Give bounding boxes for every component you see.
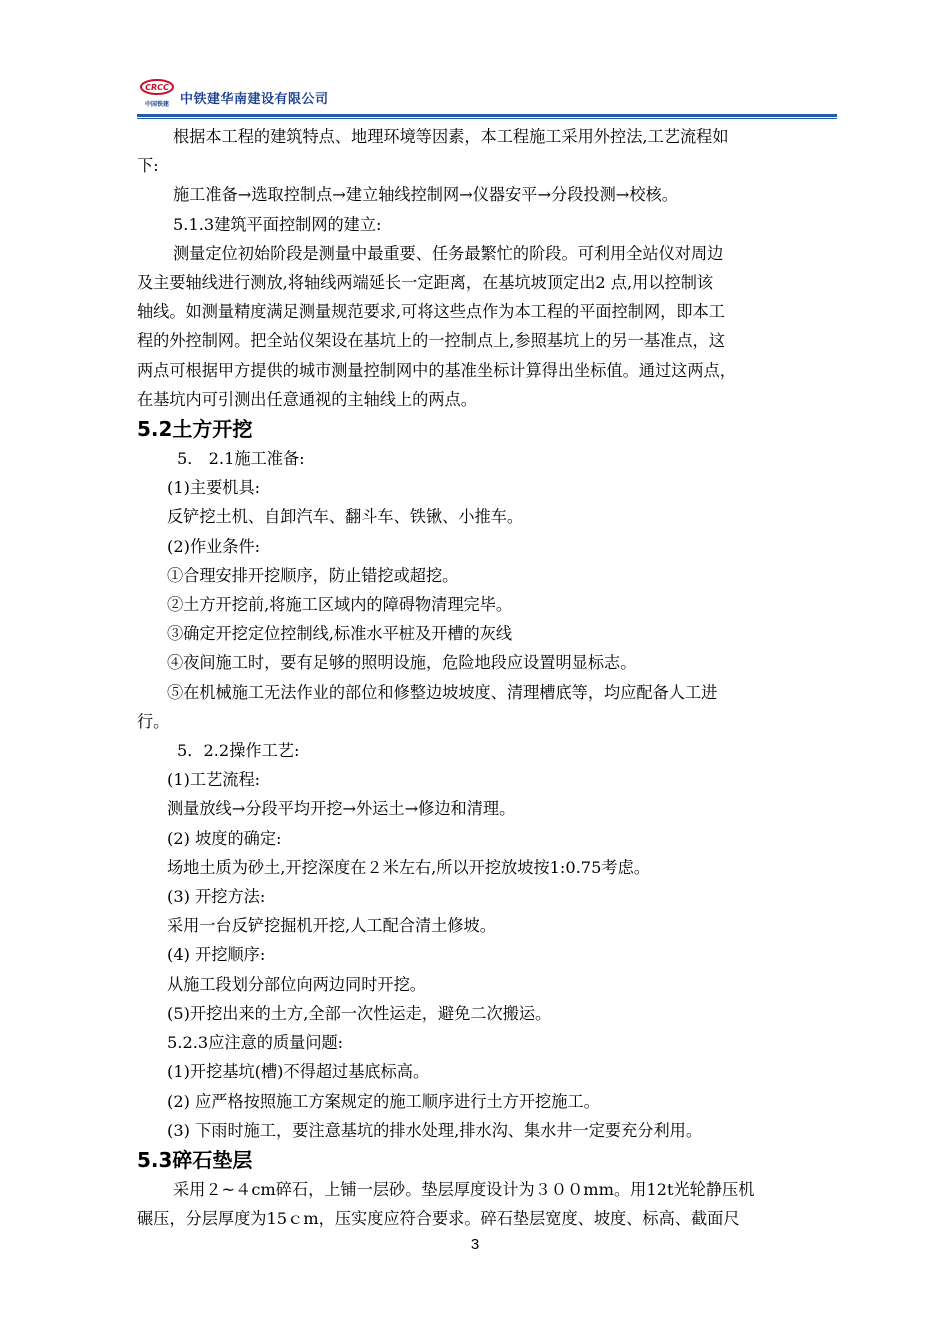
paragraph: 程的外控制网。把全站仪架设在基坑上的一控制点上,参照基坑上的另一基准点，这 (137, 331, 725, 351)
list-item: (2) 坡度的确定: (167, 828, 282, 848)
list-item: ①合理安排开挖顺序，防止错挖或超挖。 (167, 565, 459, 585)
subsection-heading: 5.1.3建筑平面控制网的建立: (173, 214, 382, 234)
list-item: ②土方开挖前,将施工区域内的障碍物清理完毕。 (167, 595, 513, 615)
logo-text-bottom: 中国铁建 (144, 101, 170, 108)
paragraph: 施工准备→选取控制点→建立轴线控制网→仪器安平→分段投测→校核。 (173, 185, 678, 205)
page-header (137, 78, 837, 114)
paragraph: 碾压，分层厚度为15ｃm，压实度应符合要求。碎石垫层宽度、坡度、标高、截面尺 (137, 1209, 740, 1229)
document-body (137, 122, 837, 1233)
list-item: (3) 开挖方法: (167, 887, 266, 907)
paragraph: 在基坑内可引测出任意通视的主轴线上的两点。 (137, 389, 477, 409)
company-name: 中铁建华南建设有限公司 (180, 92, 329, 107)
header-rule-thin (137, 118, 837, 119)
subsection-heading: 5.2.3应注意的质量问题: (167, 1033, 344, 1053)
list-item: (1)开挖基坑(槽)不得超过基底标高。 (167, 1062, 430, 1082)
list-item: ⑤在机械施工无法作业的部位和修整边坡坡度、清理槽底等，均应配备人工进 (167, 682, 718, 702)
subsection-heading: 5． 2.1施工准备: (177, 449, 305, 469)
paragraph: 两点可根据甲方提供的城市测量控制网中的基准坐标计算得出坐标值。通过这两点， (137, 360, 736, 380)
paragraph: 行。 (137, 711, 170, 731)
list-item: (2) 应严格按照施工方案规定的施工顺序进行土方开挖施工。 (167, 1091, 600, 1111)
paragraph: 轴线。如测量精度满足测量规范要求,可将这些点作为本工程的平面控制网，即本工 (137, 302, 725, 322)
list-item: 从施工段划分部位向两边同时开挖。 (167, 974, 426, 994)
paragraph: 测量定位初始阶段是测量中最重要、任务最繁忙的阶段。可利用全站仪对周边 (173, 243, 724, 263)
paragraph: 采用２~４cm碎石，上铺一层砂。垫层厚度设计为３００mm。用12t光轮静压机 (173, 1179, 755, 1199)
list-item: (3) 下雨时施工，要注意基坑的排水处理,排水沟、集水井一定要充分利用。 (167, 1120, 703, 1140)
list-item: (4) 开挖顺序: (167, 945, 266, 965)
list-item: (2)作业条件: (167, 536, 261, 556)
list-item: ③确定开挖定位控制线,标准水平桩及开槽的灰线 (167, 624, 513, 644)
list-item: (1)主要机具: (167, 478, 261, 498)
paragraph: 根据本工程的建筑特点、地理环境等因素，本工程施工采用外控法,工艺流程如 (173, 127, 729, 146)
crcc-logo-icon (137, 78, 177, 110)
list-item: (5)开挖出来的土方,全部一次性运走，避免二次搬运。 (167, 1003, 552, 1023)
subsection-heading: 5．2.2操作工艺: (177, 741, 300, 761)
list-item: ④夜间施工时，要有足够的照明设施，危险地段应设置明显标志。 (167, 653, 637, 673)
list-item: (1)工艺流程: (167, 770, 261, 790)
list-item: 测量放线→分段平均开挖→外运土→修边和清理。 (167, 799, 516, 819)
section-heading: 5.3碎石垫层 (137, 1147, 253, 1172)
list-item: 采用一台反铲挖掘机开挖,人工配合清土修坡。 (167, 916, 496, 936)
header-rule-thick (137, 114, 837, 117)
page-number: 3 (470, 1236, 480, 1253)
logo-text-top: CRCC (145, 83, 169, 92)
list-item: 场地土质为砂土,开挖深度在２米左右,所以开挖放坡按1:0.75考虑。 (167, 857, 650, 877)
paragraph: 及主要轴线进行测放,将轴线两端延长一定距离，在基坑坡顶定出2 点,用以控制该 (137, 273, 714, 293)
paragraph: 下: (137, 156, 159, 176)
section-heading: 5.2土方开挖 (137, 417, 253, 442)
list-item: 反铲挖土机、自卸汽车、翻斗车、铁锹、小推车。 (167, 507, 524, 527)
